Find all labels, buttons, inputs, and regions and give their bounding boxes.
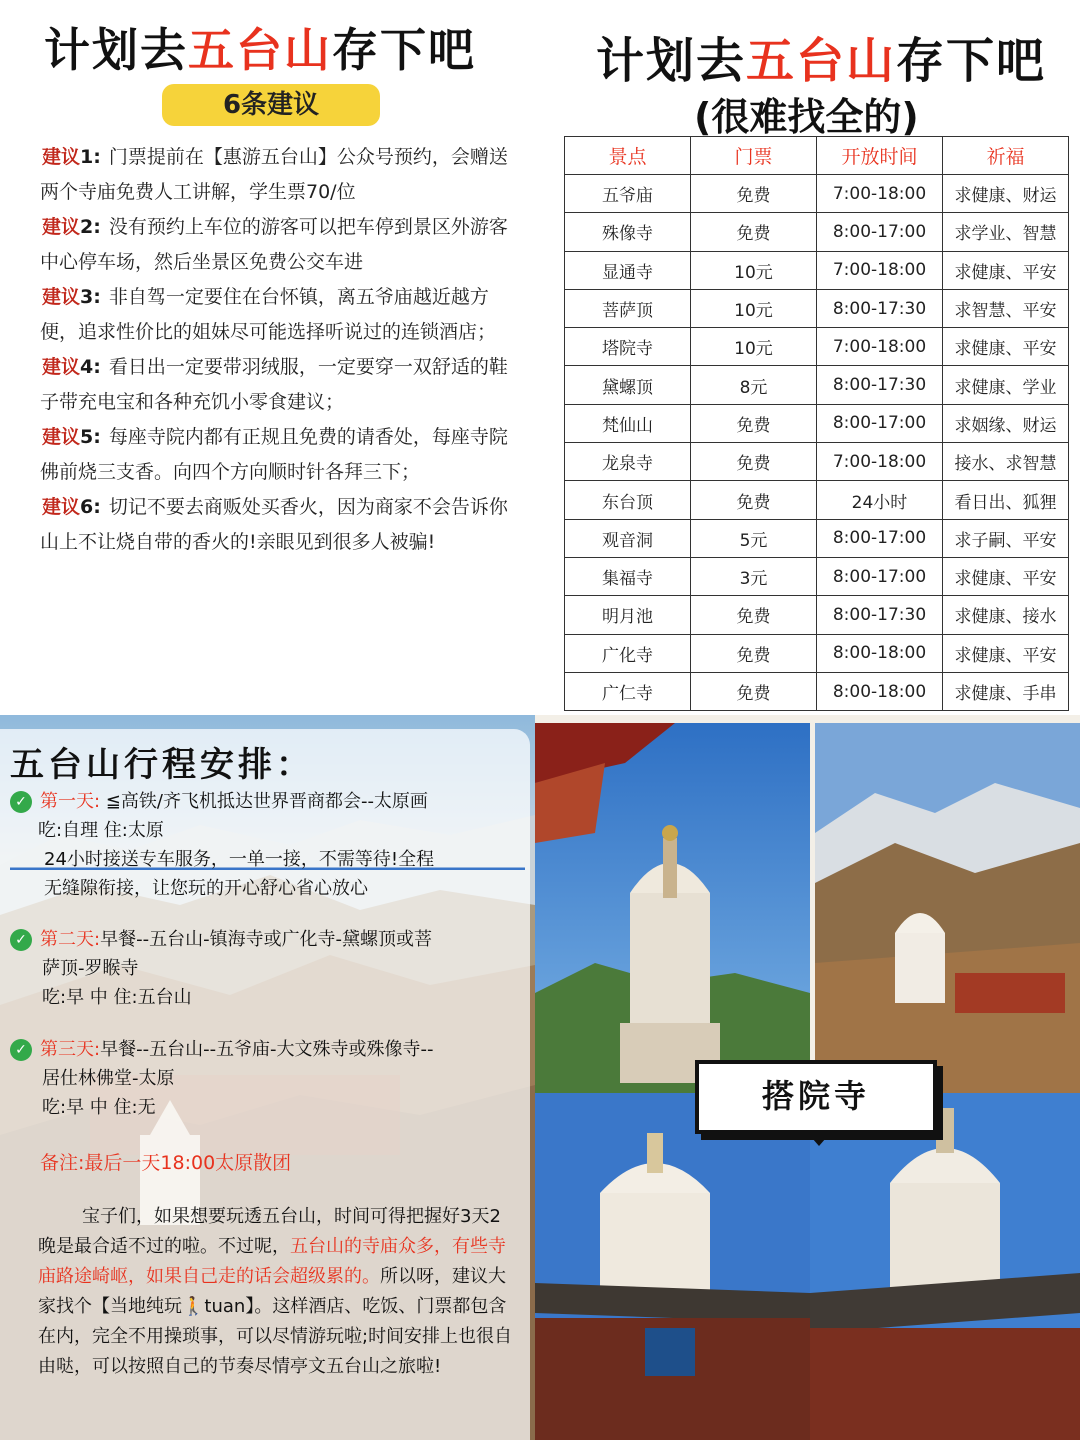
sites-table-body: [565, 175, 1069, 711]
tips-list: [40, 140, 520, 560]
table-row: [565, 175, 1069, 213]
mountain-photo: [815, 723, 1080, 1095]
check-icon: ✓: [10, 1039, 32, 1061]
stupa-photo-3: [810, 1093, 1080, 1440]
sites-table: [564, 136, 1069, 711]
table-row: [565, 443, 1069, 481]
itinerary-panel: [0, 715, 535, 1440]
cell-blessing: 求健康、平安: [943, 557, 1069, 595]
cell-hours: 8:00-18:00: [817, 634, 943, 672]
cell-hours: 7:00-18:00: [817, 251, 943, 289]
table-row: [565, 634, 1069, 672]
cell-site: 菩萨顶: [565, 289, 691, 327]
cell-site: 龙泉寺: [565, 443, 691, 481]
cell-ticket: 免费: [691, 404, 817, 442]
cell-blessing: 求健康、平安: [943, 328, 1069, 366]
cell-ticket: 免费: [691, 175, 817, 213]
cell-blessing: 求健康、财运: [943, 175, 1069, 213]
tip-item: 建议4: 看日出一定要带羽绒服，一定要穿一双舒适的鞋子带充电宝和各种充饥小零食建议；: [40, 356, 508, 413]
cell-blessing: 求健康、平安: [943, 634, 1069, 672]
cell-site: 集福寺: [565, 557, 691, 595]
cell-hours: 7:00-18:00: [817, 328, 943, 366]
cell-site: 黛螺顶: [565, 366, 691, 404]
tips-count-badge: 6条建议: [162, 84, 380, 126]
cell-hours: 8:00-17:30: [817, 289, 943, 327]
photo-collage: [535, 715, 1080, 1440]
cell-site: 广化寺: [565, 634, 691, 672]
table-row: [565, 289, 1069, 327]
cell-blessing: 求智慧、平安: [943, 289, 1069, 327]
day-three-block: ✓ 第三天:早餐--五台山--五爷庙-大文殊寺或殊像寺-- 居仕林佛堂-太原 吃:早 中 住:无: [10, 1035, 525, 1122]
cell-hours: 8:00-18:00: [817, 672, 943, 710]
cell-blessing: 求健康、接水: [943, 596, 1069, 634]
day-two-block: ✓ 第二天:早餐--五台山-镇海寺或广化寺-黛螺顶或菩 萨顶-罗睺寺 吃:早 中 住:五台山: [10, 925, 525, 1012]
cell-site: 显通寺: [565, 251, 691, 289]
cell-hours: 8:00-17:00: [817, 519, 943, 557]
day-one-block: ✓ 第一天: ≦高铁/齐飞机抵达世界晋商都会--太原画 吃:自理 住:太原 24小时接送专车服务，一单一接，不需等待!全程 无缝隙衔接，让您玩的开心舒心省心放心: [10, 787, 525, 903]
cell-site: 东台顶: [565, 481, 691, 519]
col-header-blessing: 祈福: [943, 137, 1069, 175]
table-row: [565, 366, 1069, 404]
cell-ticket: 5元: [691, 519, 817, 557]
cell-site: 明月池: [565, 596, 691, 634]
table-row: [565, 404, 1069, 442]
stupa-photo-1: [535, 723, 810, 1095]
tip-item: 建议6: 切记不要去商贩处买香火，因为商家不会告诉你山上不让烧自带的香火的!亲眼见到很多人被骗!: [40, 496, 508, 553]
sites-panel: [540, 0, 1080, 715]
tip-item: 建议5: 每座寺院内都有正规且免费的请香处，每座寺院佛前烧三支香。向四个方向顺时针各拜三下；: [40, 426, 508, 483]
cell-ticket: 10元: [691, 251, 817, 289]
tip-item: 建议1: 门票提前在【惠游五台山】公众号预约，会赠送两个寺庙免费人工讲解，学生票70/位: [40, 146, 508, 203]
col-header-site: 景点: [565, 137, 691, 175]
col-header-hours: 开放时间: [817, 137, 943, 175]
cell-site: 观音洞: [565, 519, 691, 557]
itinerary-paragraph: 宝子们，如果想要玩透五台山，时间可得把握好3天2 晚是最合适不过的啦。不过呢，五台山的寺庙众多，有些寺庙路途崎岖，如果自己走的话会超级累的。所以呀，建议大家找个【当地纯玩🚶tuan】。这样酒店、吃饭、门票都包含在内，完全不用操琐事，可以尽情游玩啦;时间安排上也很自由哒，可以按照自己的节奏尽情亭文五台山之旅啦!: [38, 1206, 513, 1377]
stupa-photo-2: [535, 1093, 810, 1440]
cell-site: 塔院寺: [565, 328, 691, 366]
cell-ticket: 免费: [691, 443, 817, 481]
cell-hours: 8:00-17:00: [817, 213, 943, 251]
cell-hours: 7:00-18:00: [817, 175, 943, 213]
cell-ticket: 10元: [691, 289, 817, 327]
cell-site: 殊像寺: [565, 213, 691, 251]
check-icon: ✓: [10, 929, 32, 951]
cell-ticket: 3元: [691, 557, 817, 595]
cell-ticket: 10元: [691, 328, 817, 366]
table-row: [565, 213, 1069, 251]
tips-title: 计划去五台山存下吧: [44, 23, 476, 77]
cell-ticket: 免费: [691, 481, 817, 519]
tips-panel: [0, 0, 540, 715]
cell-blessing: 看日出、狐狸: [943, 481, 1069, 519]
cell-blessing: 求子嗣、平安: [943, 519, 1069, 557]
table-row: [565, 519, 1069, 557]
cell-hours: 24小时: [817, 481, 943, 519]
cell-hours: 8:00-17:30: [817, 366, 943, 404]
cell-site: 梵仙山: [565, 404, 691, 442]
temple-name-label: 搭院寺: [695, 1060, 937, 1134]
table-header-row: [565, 137, 1069, 175]
cell-site: 五爷庙: [565, 175, 691, 213]
cell-ticket: 免费: [691, 213, 817, 251]
cell-hours: 8:00-17:30: [817, 596, 943, 634]
cell-ticket: 免费: [691, 596, 817, 634]
tip-item: 建议2: 没有预约上车位的游客可以把车停到景区外游客中心停车场，然后坐景区免费公交车进: [40, 216, 508, 273]
table-row: [565, 481, 1069, 519]
table-row: [565, 328, 1069, 366]
table-row: [565, 251, 1069, 289]
cell-hours: 8:00-17:00: [817, 557, 943, 595]
cell-ticket: 免费: [691, 634, 817, 672]
cell-hours: 7:00-18:00: [817, 443, 943, 481]
cell-blessing: 求姻缘、财运: [943, 404, 1069, 442]
tip-item: 建议3: 非自驾一定要住在台怀镇，离五爷庙越近越方便，追求性价比的姐妹尽可能选择听说过的连锁酒店；: [40, 286, 497, 343]
cell-ticket: 8元: [691, 366, 817, 404]
cell-blessing: 求健康、手串: [943, 672, 1069, 710]
cell-blessing: 求健康、学业: [943, 366, 1069, 404]
cell-blessing: 求学业、智慧: [943, 213, 1069, 251]
itinerary-note: 备注:最后一天18:00太原散团: [40, 1152, 292, 1174]
col-header-ticket: 门票: [691, 137, 817, 175]
sites-subtitle: (很难找全的): [694, 95, 919, 139]
cell-site: 广仁寺: [565, 672, 691, 710]
table-row: [565, 557, 1069, 595]
table-row: [565, 672, 1069, 710]
sites-title: 计划去五台山存下吧: [596, 33, 1047, 89]
cell-blessing: 求健康、平安: [943, 251, 1069, 289]
cell-blessing: 接水、求智慧: [943, 443, 1069, 481]
cell-hours: 8:00-17:00: [817, 404, 943, 442]
cell-ticket: 免费: [691, 672, 817, 710]
check-icon: ✓: [10, 791, 32, 813]
itinerary-title: 五台山行程安排：: [10, 745, 314, 785]
table-row: [565, 596, 1069, 634]
label-pointer: [805, 1130, 833, 1146]
